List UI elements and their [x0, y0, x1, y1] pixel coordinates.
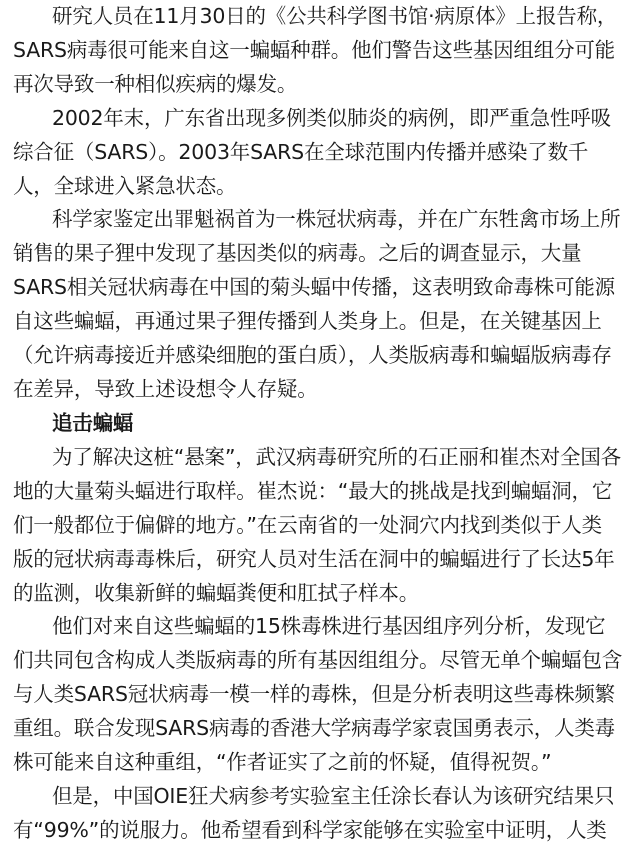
paragraph-5-line-4: 重组。联合发现SARS病毒的香港大学病毒学家袁国勇表示，人类毒 — [13, 716, 615, 741]
paragraph-5-line-5: 株可能来自这种重组，“作者证实了之前的怀疑，值得祝贺。” — [13, 750, 552, 775]
paragraph-3-line-2: 销售的果子狸中发现了基因类似的病毒。之后的调查显示，大量 — [13, 241, 582, 266]
paragraph-1-line-3: 再次导致一种相似疾病的爆发。 — [13, 71, 298, 96]
paragraph-3-line-6: 在差异，导致上述设想令人存疑。 — [13, 377, 318, 402]
paragraph-4-line-1: 为了解决这桩“悬案”，武汉病毒研究所的石正丽和崔杰对全国各 — [52, 444, 621, 469]
paragraph-5-line-1: 他们对来自这些蝙蝠的15株毒株进行基因组序列分析，发现它 — [52, 614, 606, 639]
paragraph-2-line-1: 2002年末，广东省出现多例类似肺炎的病例，即严重急性呼吸 — [52, 105, 611, 130]
paragraph-3-line-3: SARS相关冠状病毒在中国的菊头蝠中传播，这表明致命毒株可能源 — [13, 275, 615, 300]
paragraph-4-line-4: 版的冠状病毒毒株后，研究人员对生活在洞中的蝙蝠进行了长达5年 — [13, 546, 615, 571]
paragraph-3-line-1: 科学家鉴定出罪魁祸首为一株冠状病毒，并在广东牲禽市场上所 — [52, 207, 621, 232]
paragraph-1-line-2: SARS病毒很可能来自这一蝙蝠种群。他们警告这些基因组组分可能 — [13, 37, 615, 62]
paragraph-3-line-5: （允许病毒接近并感染细胞的蛋白质），人类版病毒和蝙蝠版病毒存 — [13, 343, 612, 368]
paragraph-5-line-3: 与人类SARS冠状病毒一模一样的毒株，但是分析表明这些毒株频繁 — [13, 682, 615, 707]
paragraph-4-line-5: 的监测，收集新鲜的蝙蝠粪便和肛拭子样本。 — [13, 580, 419, 605]
paragraph-4-line-3: 们一般都位于偏僻的地方。”在云南省的一处洞穴内找到类似于人类 — [13, 512, 602, 537]
paragraph-1-line-1: 研究人员在11月30日的《公共科学图书馆·病原体》上报告称， — [52, 4, 618, 28]
paragraph-5-line-2: 们共同包含构成人类版病毒的所有基因组组分。尽管无单个蝙蝠包含 — [13, 648, 622, 673]
paragraph-6-line-1: 但是，中国OIE狂犬病参考实验室主任涂长春认为该研究结果只 — [52, 784, 615, 809]
paragraph-6-line-2: 有“99%”的说服力。他希望看到科学家能够在实验室中证明，人类 — [13, 817, 607, 842]
paragraph-4-line-2: 地的大量菊头蝠进行取样。崔杰说：“最大的挑战是找到蝙蝠洞，它 — [13, 478, 613, 503]
paragraph-2-line-2: 综合征（SARS）。2003年SARS在全球范围内传播并感染了数千 — [13, 139, 589, 164]
paragraph-2-line-3: 人，全球进入紧急状态。 — [13, 173, 237, 198]
paragraph-3-line-4: 自这些蝙蝠，再通过果子狸传播到人类身上。但是，在关键基因上 — [13, 309, 602, 334]
section-heading: 追击蝙蝠 — [52, 410, 134, 435]
